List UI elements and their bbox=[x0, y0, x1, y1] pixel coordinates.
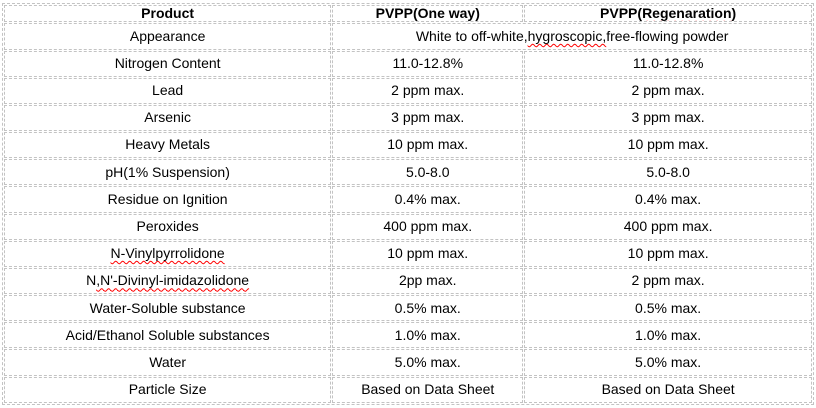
text-segment: 10 ppm max. bbox=[627, 245, 709, 262]
text-segment: 2pp max. bbox=[398, 272, 457, 289]
product-cell bbox=[4, 349, 331, 375]
text-segment: 10 ppm max. bbox=[387, 245, 469, 262]
misspelled-text: N-Vinylpyrrolidone bbox=[110, 245, 225, 262]
spec-value-cell bbox=[524, 105, 812, 131]
text-segment: Water bbox=[149, 353, 187, 370]
text-segment: Heavy Metals bbox=[125, 136, 211, 153]
text-segment: 5.0-8.0 bbox=[646, 163, 690, 180]
misspelled-text: hygroscopic, bbox=[527, 27, 607, 44]
spec-value-cell bbox=[332, 159, 523, 185]
product-cell bbox=[4, 159, 331, 185]
spec-value-cell bbox=[332, 377, 523, 403]
text-segment: White to off-white, bbox=[415, 27, 528, 44]
product-cell bbox=[4, 377, 331, 403]
misspelled-text: ,N'-Divinyl-imidazolidone bbox=[96, 272, 250, 289]
text-segment: Water-Soluble substance bbox=[89, 299, 246, 316]
text-segment: 0.4% max. bbox=[635, 190, 702, 207]
table-row bbox=[4, 322, 812, 348]
spec-value-cell bbox=[332, 132, 523, 158]
product-cell bbox=[4, 268, 331, 294]
text-segment: 11.0-12.8% bbox=[632, 54, 704, 71]
spec-value-cell bbox=[524, 186, 812, 212]
table-row bbox=[4, 295, 812, 321]
text-segment: ) bbox=[731, 5, 737, 21]
text-segment: 3 ppm max. bbox=[631, 109, 705, 126]
table-row bbox=[4, 105, 812, 131]
misspelled-text: Regenaration bbox=[642, 5, 732, 21]
spec-value-cell bbox=[332, 51, 523, 77]
text-segment: Acid/Ethanol Soluble substances bbox=[65, 326, 270, 343]
table-row bbox=[4, 51, 812, 77]
table-row bbox=[4, 23, 812, 49]
spec-value-cell bbox=[332, 23, 812, 49]
text-segment: 400 ppm max. bbox=[383, 217, 473, 234]
spec-value-cell bbox=[332, 295, 523, 321]
text-segment: 1.0% max. bbox=[635, 326, 702, 343]
table-row bbox=[4, 268, 812, 294]
spec-value-cell bbox=[332, 214, 523, 240]
text-segment: 10 ppm max. bbox=[387, 136, 469, 153]
text-segment: 2 ppm max. bbox=[631, 82, 705, 99]
text-segment: 1.0% max. bbox=[394, 326, 461, 343]
table-header bbox=[4, 5, 812, 22]
spec-value-cell bbox=[332, 105, 523, 131]
text-segment: free-flowing powder bbox=[606, 27, 729, 44]
text-segment: N bbox=[86, 272, 97, 289]
spec-value-cell bbox=[332, 78, 523, 104]
text-segment: Peroxides bbox=[136, 217, 199, 234]
product-cell bbox=[4, 23, 331, 49]
text-segment: Arsenic bbox=[144, 109, 191, 126]
spec-value-cell bbox=[332, 349, 523, 375]
product-cell bbox=[4, 78, 331, 104]
table-row bbox=[4, 186, 812, 212]
spec-value-cell bbox=[524, 295, 812, 321]
column-header-regeneration bbox=[524, 5, 812, 22]
text-segment: Based on Data Sheet bbox=[361, 381, 495, 398]
product-cell bbox=[4, 295, 331, 321]
text-segment: 5.0-8.0 bbox=[405, 163, 450, 180]
spec-value-cell bbox=[524, 78, 812, 104]
spec-value-cell bbox=[524, 268, 812, 294]
spec-value-cell bbox=[524, 241, 812, 267]
table-row bbox=[4, 159, 812, 185]
product-cell bbox=[4, 322, 331, 348]
spec-value-cell bbox=[524, 349, 812, 375]
text-segment: Product bbox=[141, 5, 195, 21]
spec-value-cell bbox=[332, 268, 523, 294]
text-segment: Lead bbox=[152, 82, 184, 99]
table-row bbox=[4, 349, 812, 375]
column-header-one-way bbox=[332, 5, 523, 22]
text-segment: PVPP( bbox=[600, 5, 643, 21]
table-body bbox=[4, 23, 812, 403]
text-segment: pH(1% Suspension) bbox=[105, 163, 230, 180]
text-segment: 3 ppm max. bbox=[391, 109, 465, 126]
product-cell bbox=[4, 214, 331, 240]
text-segment: 10 ppm max. bbox=[627, 136, 709, 153]
table-row bbox=[4, 78, 812, 104]
text-segment: Particle Size bbox=[128, 381, 207, 398]
text-segment: Nitrogen Content bbox=[114, 54, 221, 71]
table-row bbox=[4, 241, 812, 267]
spec-value-cell bbox=[524, 159, 812, 185]
text-segment: 2 ppm max. bbox=[631, 272, 705, 289]
table-row bbox=[4, 214, 812, 240]
text-segment: 0.5% max. bbox=[394, 299, 461, 316]
product-cell bbox=[4, 105, 331, 131]
column-header-product bbox=[4, 5, 331, 22]
table-row bbox=[4, 132, 812, 158]
spec-value-cell bbox=[332, 186, 523, 212]
text-segment: 2 ppm max. bbox=[391, 82, 465, 99]
pvpp-spec-table bbox=[2, 3, 814, 405]
product-cell bbox=[4, 186, 331, 212]
text-segment: 5.0% max. bbox=[635, 353, 702, 370]
text-segment: 400 ppm max. bbox=[623, 217, 713, 234]
table-row bbox=[4, 377, 812, 403]
spec-value-cell bbox=[524, 214, 812, 240]
spec-value-cell bbox=[524, 377, 812, 403]
product-cell bbox=[4, 51, 331, 77]
text-segment: 0.4% max. bbox=[394, 190, 461, 207]
text-segment: Based on Data Sheet bbox=[601, 381, 735, 398]
spec-value-cell bbox=[524, 322, 812, 348]
text-segment: PVPP(One way) bbox=[375, 5, 480, 21]
product-cell bbox=[4, 132, 331, 158]
spec-value-cell bbox=[332, 322, 523, 348]
text-segment: 11.0-12.8% bbox=[392, 54, 464, 71]
spec-value-cell bbox=[524, 132, 812, 158]
text-segment: 0.5% max. bbox=[635, 299, 702, 316]
text-segment: Residue on Ignition bbox=[107, 190, 228, 207]
spec-value-cell bbox=[332, 241, 523, 267]
text-segment: Appearance bbox=[129, 27, 206, 44]
text-segment: 5.0% max. bbox=[394, 353, 461, 370]
product-cell bbox=[4, 241, 331, 267]
header-row bbox=[4, 5, 812, 22]
spec-value-cell bbox=[524, 51, 812, 77]
